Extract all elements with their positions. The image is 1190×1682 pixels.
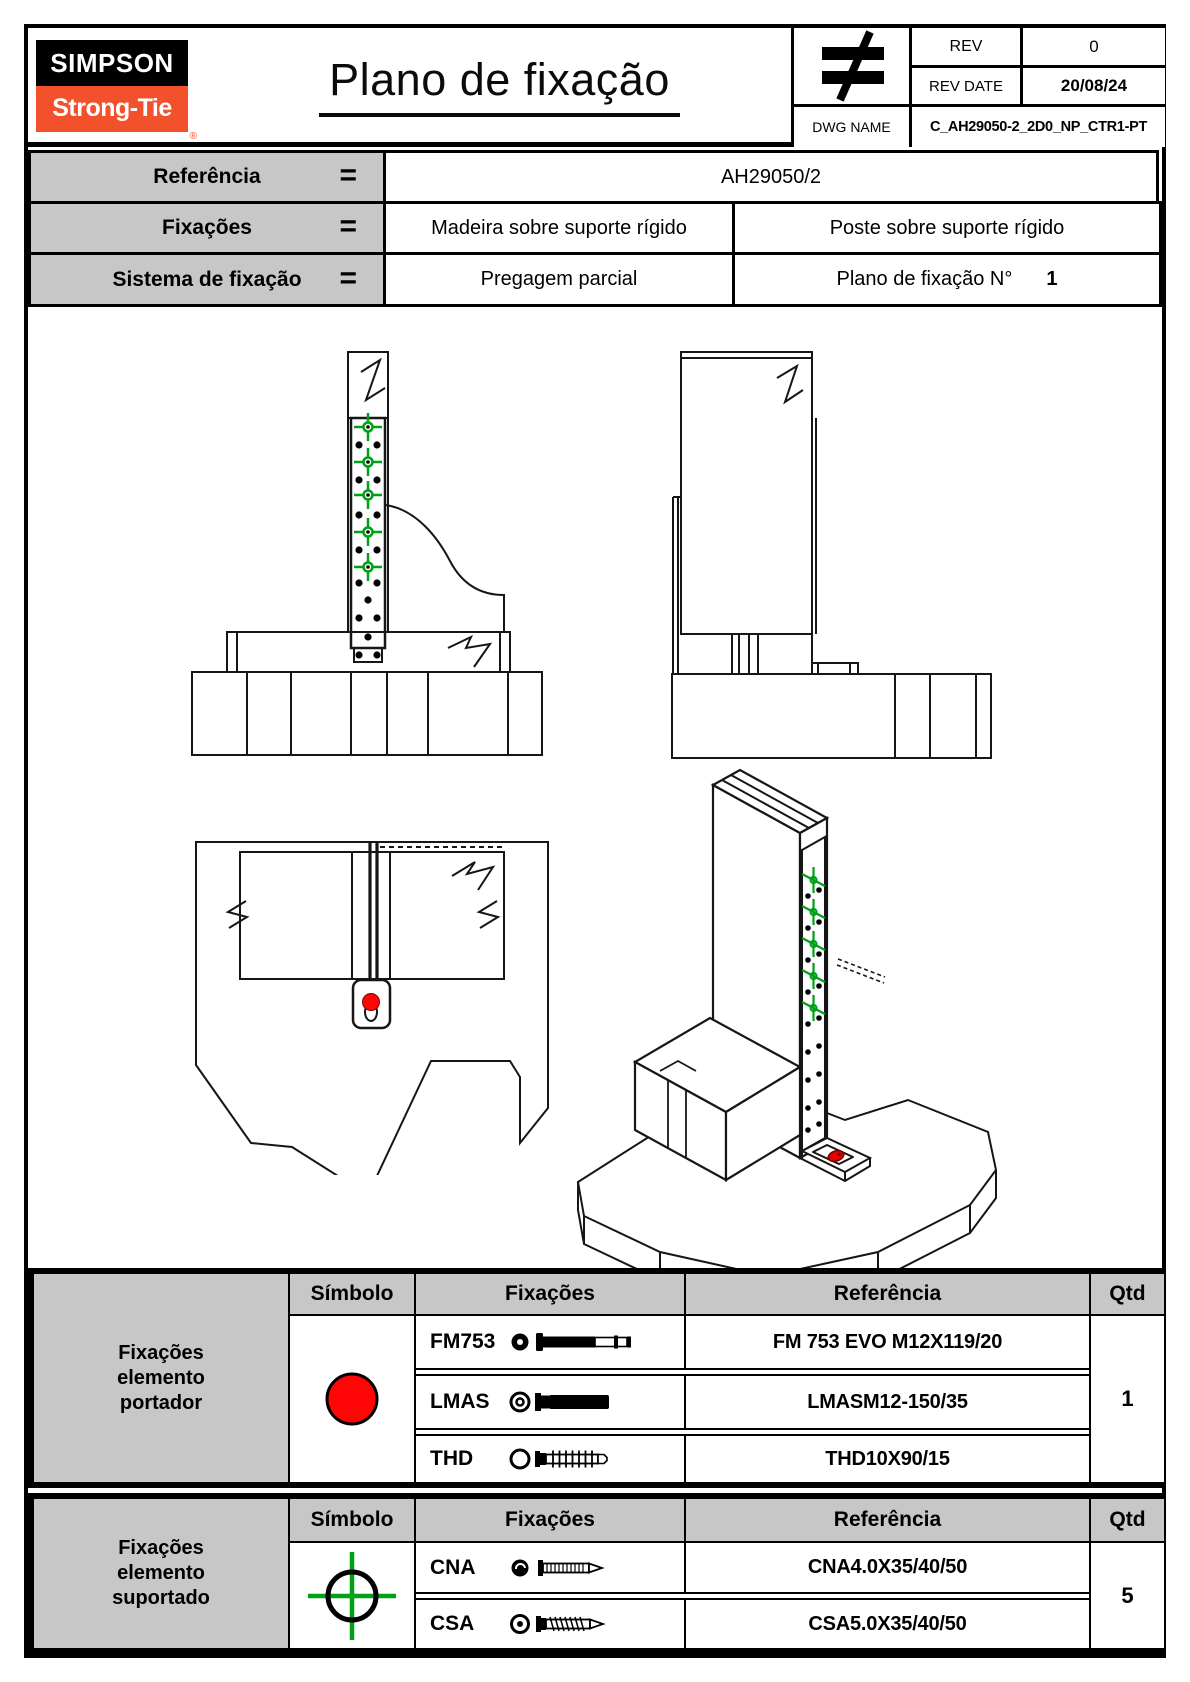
dwg-name-value: [912, 107, 1165, 147]
fixing-row-fm753: [414, 1314, 686, 1370]
logo-strongtie: Strong-Tie: [36, 86, 188, 132]
plan-view-drawing: [150, 775, 560, 1175]
qty-portador: 1: [1089, 1314, 1166, 1484]
drawing-area: [28, 310, 1162, 1268]
header-referencia: Referência: [684, 1272, 1091, 1316]
anchor-red-dot: [363, 994, 380, 1011]
ref-thd: THD10X90/15: [684, 1434, 1091, 1484]
fixing-code: FM753: [430, 1330, 496, 1353]
ref-csa: CSA5.0X35/40/50: [684, 1598, 1091, 1650]
drawing-sheet: [24, 24, 1166, 1658]
qty-suportado: 5: [1089, 1541, 1166, 1650]
green-crosshair-icon: [302, 1546, 402, 1646]
front-view-drawing: [155, 318, 555, 768]
fixing-code: LMAS: [430, 1390, 490, 1413]
isometric-view-drawing: [540, 700, 1000, 1268]
green-fixing-crosses: [354, 413, 382, 581]
page-title: Plano de fixação: [319, 54, 680, 117]
referencia-label-cell: [28, 150, 386, 204]
header-fixacoes: Fixações: [414, 1497, 686, 1543]
registered-mark: ®: [189, 131, 197, 142]
header-referencia: Referência: [684, 1497, 1091, 1543]
equals-sign: =: [339, 261, 357, 295]
sistema-left-value: Pregagem parcial: [383, 252, 735, 307]
fixing-row-thd: [414, 1434, 686, 1484]
sistema-label: Sistema de fixação: [112, 267, 302, 291]
dwg-name-lang: -PT: [1124, 119, 1148, 135]
header-fixacoes: Fixações: [414, 1272, 686, 1316]
thd-threaded-screw-icon: [508, 1442, 668, 1476]
referencia-label: Referência: [153, 165, 261, 188]
fixing-row-cna: [414, 1541, 686, 1594]
fixings-table-suportado: [28, 1493, 1162, 1654]
fixing-row-lmas: [414, 1374, 686, 1430]
ref-lmas: LMASM12-150/35: [684, 1374, 1091, 1430]
info-row-referencia: [28, 150, 1162, 204]
rev-date-value: 20/08/24: [1023, 68, 1165, 107]
sistema-label-cell: [28, 252, 386, 307]
plano-number-cell: [732, 252, 1162, 307]
fixacoes-label-cell: [28, 201, 386, 255]
group-label-portador: Fixações elemento portador: [32, 1272, 290, 1484]
dwg-name-main: C_AH29050-2_2D0_NP_CTR1: [929, 119, 1125, 135]
fm753-anchor-bolt-icon: [508, 1325, 668, 1359]
dwg-name-label: DWG NAME: [794, 107, 912, 147]
fixings-table-portador: [28, 1268, 1162, 1488]
info-row-sistema: [28, 252, 1162, 307]
not-equal-icon: [794, 28, 912, 107]
ref-cna: CNA4.0X35/40/50: [684, 1541, 1091, 1594]
fixing-row-csa: [414, 1598, 686, 1650]
header-simbolo: Símbolo: [288, 1272, 416, 1316]
red-circle-icon: [321, 1368, 383, 1430]
equals-sign: =: [339, 158, 357, 192]
rev-date-label: REV DATE: [912, 68, 1023, 107]
header-qtd: Qtd: [1089, 1272, 1166, 1316]
logo-simpson: SIMPSON: [36, 40, 188, 86]
lmas-lag-bolt-icon: [508, 1385, 668, 1419]
symbol-red-circle: [288, 1314, 416, 1484]
title-block: [28, 28, 1162, 147]
symbol-green-crosshair: [288, 1541, 416, 1650]
rev-label: REV: [912, 28, 1023, 68]
fixing-code: CSA: [430, 1612, 475, 1635]
header-simbolo: Símbolo: [288, 1497, 416, 1543]
fixacoes-right-value: Poste sobre suporte rígido: [732, 201, 1162, 255]
rev-value: 0: [1023, 28, 1165, 68]
cna-nail-icon: [508, 1551, 668, 1585]
fixacoes-left-value: Madeira sobre suporte rígido: [383, 201, 735, 255]
referencia-value: AH29050/2: [383, 150, 1159, 204]
group-label-suportado: Fixações elemento suportado: [32, 1497, 290, 1650]
plano-number-value: 1: [1046, 268, 1058, 290]
fixing-code: CNA: [430, 1555, 476, 1579]
fixacoes-label: Fixações: [162, 216, 252, 239]
simpson-strongtie-logo: [36, 40, 197, 142]
plano-number-label: Plano de fixação N°: [836, 268, 1013, 290]
csa-screw-icon: [508, 1607, 668, 1641]
fixing-code: THD: [430, 1447, 474, 1470]
info-row-fixacoes: [28, 201, 1162, 255]
ref-fm753: FM 753 EVO M12X119/20: [684, 1314, 1091, 1370]
revision-table: [791, 28, 1162, 147]
header-qtd: Qtd: [1089, 1497, 1166, 1543]
equals-sign: =: [339, 209, 357, 243]
